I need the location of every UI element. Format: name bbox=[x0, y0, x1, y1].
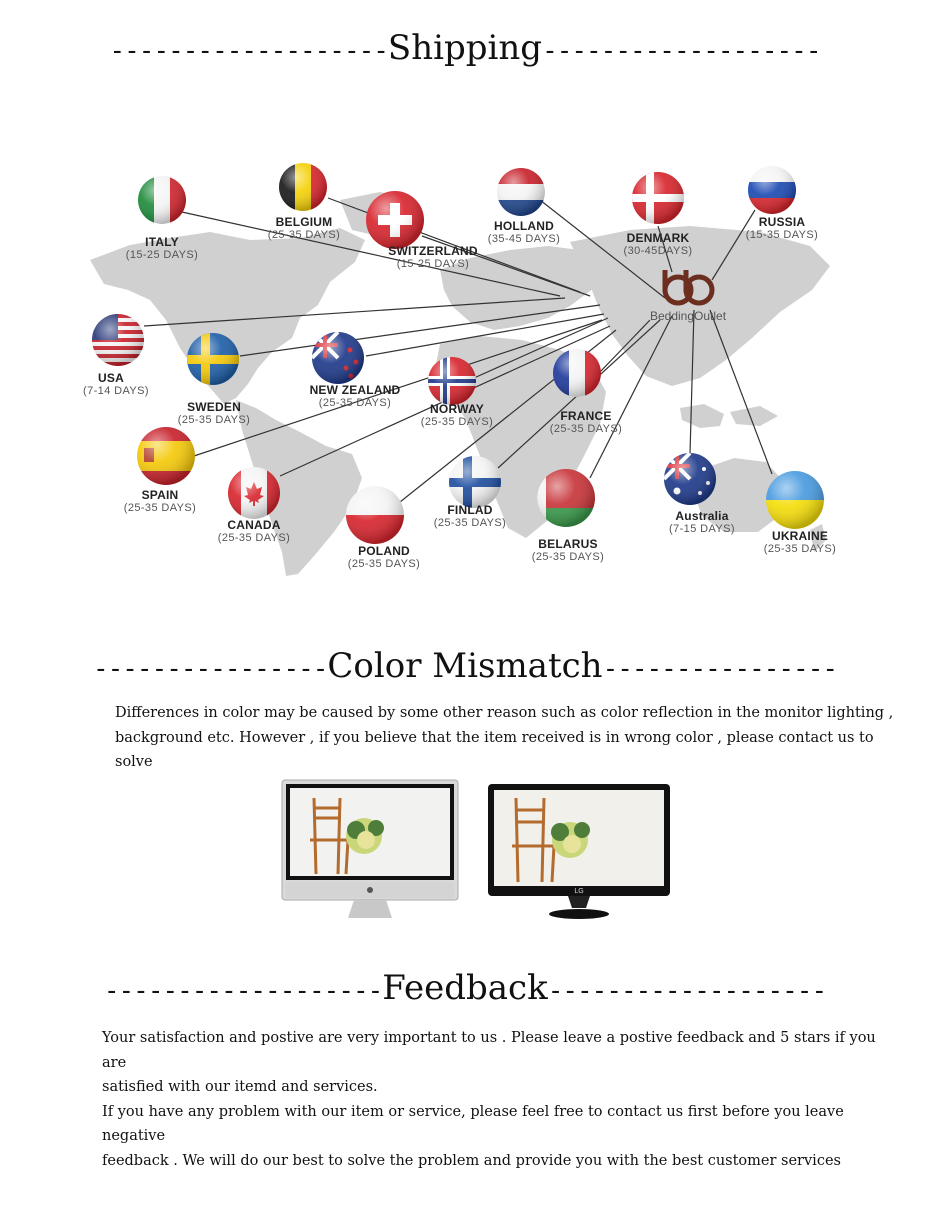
feedback-line-3: If you have any problem with our item or service, please feel free to contact us first before you leave negative bbox=[102, 1103, 844, 1144]
flag-holland-icon bbox=[497, 168, 545, 216]
country-name: CANADA bbox=[227, 518, 281, 532]
shipping-days: (25-35 DAYS) bbox=[531, 551, 605, 563]
country-label-holland bbox=[474, 219, 574, 245]
flag-usa-icon bbox=[92, 314, 144, 366]
country-label-denmark bbox=[608, 231, 708, 257]
monitor-brand-label: LG bbox=[574, 888, 584, 895]
heading-dashes-left: ---------------- bbox=[92, 654, 328, 684]
feedback-line-1: Your satisfaction and postive are very important to us . Please leave a postive feedback and 5 stars if you are bbox=[102, 1030, 876, 1071]
country-name: USA bbox=[98, 371, 124, 385]
shipping-days: (25-35 DAYS) bbox=[123, 502, 197, 514]
shipping-days: (35-45 DAYS) bbox=[487, 233, 561, 245]
country-name: Australia bbox=[675, 509, 729, 523]
flag-finlad-icon bbox=[449, 456, 501, 508]
heading-dashes-right: ------------------- bbox=[547, 976, 827, 1006]
country-name: SWITZERLAND bbox=[388, 244, 478, 258]
flag-italy-icon bbox=[138, 176, 186, 224]
flag-belgium-icon bbox=[279, 163, 327, 211]
country-label-sweden bbox=[164, 400, 264, 426]
country-label-new-zealand bbox=[300, 383, 410, 409]
feedback-title: Feedback bbox=[382, 968, 548, 1008]
shipping-days: (15-35 DAYS) bbox=[745, 229, 819, 241]
monitor-right-image bbox=[486, 782, 672, 922]
shipping-days: (30-45DAYS) bbox=[623, 245, 693, 257]
country-label-poland bbox=[334, 544, 434, 570]
shipping-days: (7-14 DAYS) bbox=[83, 385, 149, 397]
country-label-italy bbox=[112, 235, 212, 261]
shipping-days: (15-25 DAYS) bbox=[396, 258, 470, 270]
heading-dashes-right: ---------------- bbox=[602, 654, 838, 684]
color-mismatch-line-2: background etc. However , if you believe that the item received is in wrong color , please contact us to solve bbox=[115, 729, 874, 770]
color-mismatch-line-1: Differences in color may be caused by some other reason such as color reflection in the monitor lighting , bbox=[115, 705, 894, 721]
country-name: NEW ZEALAND bbox=[309, 383, 401, 397]
shipping-days: (25-35 DAYS) bbox=[763, 543, 837, 555]
country-label-switzerland bbox=[378, 244, 488, 270]
country-name: BELGIUM bbox=[275, 215, 333, 229]
country-label-france bbox=[536, 409, 636, 435]
shipping-days: (25-35 DAYS) bbox=[318, 397, 392, 409]
hub-label: BeddingOutlet bbox=[649, 309, 727, 323]
country-name: BELARUS bbox=[538, 537, 598, 551]
shipping-days: (7-15 DAYS) bbox=[669, 523, 735, 535]
country-name: FRANCE bbox=[560, 409, 612, 423]
shipping-days: (25-35 DAYS) bbox=[420, 416, 494, 428]
heading-dashes-left: ------------------- bbox=[109, 36, 388, 66]
country-label-australia bbox=[652, 509, 752, 535]
flag-norway-icon bbox=[428, 357, 476, 405]
country-label-belgium bbox=[254, 215, 354, 241]
country-label-finlad bbox=[420, 503, 520, 529]
flag-new-zealand-icon bbox=[312, 332, 364, 384]
color-mismatch-text bbox=[115, 701, 895, 775]
country-name: NORWAY bbox=[430, 402, 484, 416]
heading-dashes-right: ------------------- bbox=[542, 36, 821, 66]
feedback-line-2: satisfied with our itemd and services. bbox=[102, 1079, 378, 1095]
shipping-title: Shipping bbox=[387, 28, 543, 68]
country-name: POLAND bbox=[358, 544, 410, 558]
country-label-canada bbox=[204, 518, 304, 544]
shipping-days: (25-35 DAYS) bbox=[549, 423, 623, 435]
country-name: RUSSIA bbox=[758, 215, 806, 229]
flag-sweden-icon bbox=[187, 333, 239, 385]
flag-spain-icon bbox=[136, 426, 196, 486]
country-label-norway bbox=[402, 402, 512, 428]
color-mismatch-heading bbox=[0, 646, 930, 686]
shipping-days: (15-25 DAYS) bbox=[125, 249, 199, 261]
shipping-days: (25-35 DAYS) bbox=[267, 229, 341, 241]
country-label-belarus bbox=[518, 537, 618, 563]
flag-denmark-icon bbox=[632, 172, 684, 224]
heading-dashes-left: ------------------- bbox=[103, 976, 383, 1006]
country-name: SWEDEN bbox=[187, 400, 241, 414]
monitor-left-image bbox=[280, 778, 460, 924]
feedback-heading bbox=[0, 968, 930, 1008]
feedback-line-4: feedback . We will do our best to solve the problem and provide you with the best customer services bbox=[102, 1152, 841, 1169]
country-name: FINLAD bbox=[447, 503, 493, 517]
country-name: HOLLAND bbox=[493, 219, 555, 233]
country-label-spain bbox=[110, 488, 210, 514]
flag-russia-icon bbox=[748, 166, 796, 214]
flag-france-icon bbox=[553, 349, 601, 397]
country-label-ukraine bbox=[750, 529, 850, 555]
color-mismatch-title: Color Mismatch bbox=[327, 646, 603, 686]
country-name: UKRAINE bbox=[771, 529, 829, 543]
country-name: ITALY bbox=[145, 235, 179, 249]
shipping-days: (25-35 DAYS) bbox=[433, 517, 507, 529]
country-name: DENMARK bbox=[626, 231, 690, 245]
feedback-text bbox=[102, 1026, 902, 1173]
shipping-days: (25-35 DAYS) bbox=[177, 414, 251, 426]
shipping-days: (25-35 DAYS) bbox=[217, 532, 291, 544]
country-label-usa bbox=[66, 371, 166, 397]
flag-canada-icon bbox=[228, 467, 280, 519]
country-label-russia bbox=[732, 215, 832, 241]
flag-australia-icon bbox=[664, 453, 716, 505]
shipping-days: (25-35 DAYS) bbox=[347, 558, 421, 570]
country-name: SPAIN bbox=[141, 488, 179, 502]
